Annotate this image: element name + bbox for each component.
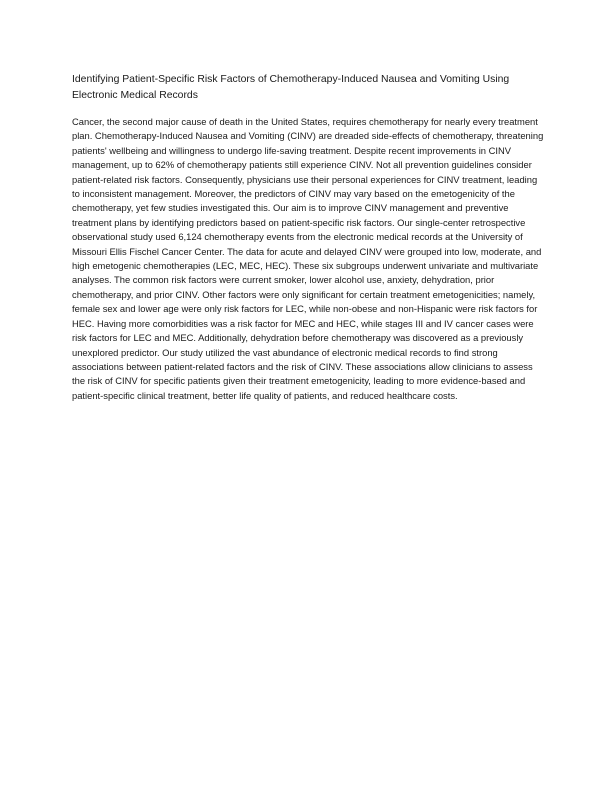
document-title: Identifying Patient-Specific Risk Factors of Chemotherapy-Induced Nausea and Vomiting Using Electronic Medical Records [72, 74, 510, 101]
abstract-paragraph: Cancer, the second major cause of death in the United States, requires chemotherapy for nearly every treatment plan. Chemotherapy-Induced Nausea and Vomiting (CINV) are dreaded side-effects of chemotherapy, threatening patients' wellbeing and willingness to undergo life-saving treatment. Despite recent improvements in CINV management, up to 62% of chemotherapy patients still experience CINV. Not all prevention guidelines consider patient-related risk factors. Consequently, physicians use their personal experiences for CINV treatment, leading to inconsistent management. Moreover, the predictors of CINV may vary based on the emetogenicity of the chemotherapy, yet few studies investigated this. Our aim is to improve CINV management and preventive treatment plans by identifying predictors based on patient-specific risk factors. Our single-center retrospective observational study used 6,124 chemotherapy events from the electronic medical records at the University of Missouri Ellis Fischel Cancer Center. The data for acute and delayed CINV were grouped into low, moderate, and high emetogenic chemotherapies (LEC, MEC, HEC). These six subgroups underwent univariate and multivariate analyses. The common risk factors were current smoker, lower alcohol use, anxiety, dehydration, prior chemotherapy, and prior CINV. Other factors were only significant for certain treatment emetogenicities; namely, female sex and lower age were only risk factors for LEC, while non-obese and non-Hispanic were risk factors for HEC. Having more comorbidities was a risk factor for MEC and HEC, while stages III and IV cancer cases were risk factors for LEC and MEC. Additionally, dehydration before chemotherapy was discovered as a previously unexplored predictor. Our study utilized the vast abundance of electronic medical records to find strong associations between patient-related factors and the risk of CINV. These associations allow clinicians to assess the risk of CINV for specific patients given their treatment emetogenicity, leading to more evidence-based and patient-specific clinical treatment, better life quality of patients, and reduced healthcare costs. [72, 116, 544, 401]
